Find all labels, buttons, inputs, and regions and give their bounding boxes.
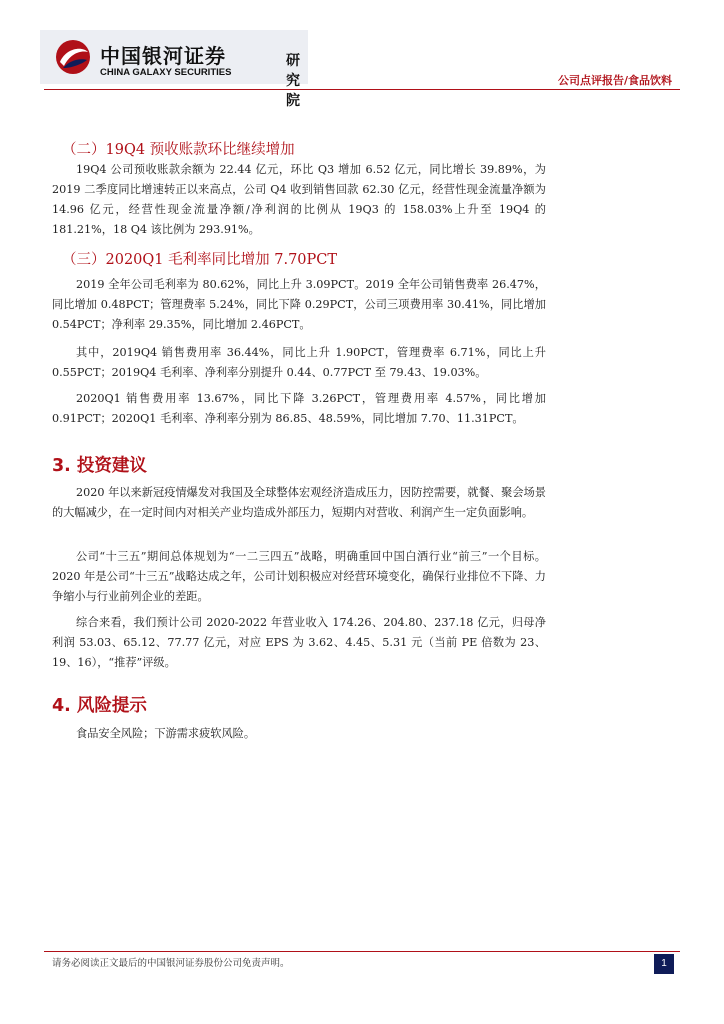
paragraph-2-3-3: 2020Q1 销售费用率 13.67%，同比下降 3.26PCT，管理费用率 4.57%，同比增加 0.91PCT；2020Q1 毛利率、净利率分别为 86.85、48.59%，同比增加 7.70、11.31PCT。 bbox=[52, 392, 546, 425]
report-category: 公司点评报告/食品饮料 bbox=[557, 74, 672, 87]
logo-english-name: CHINA GALAXY SECURITIES bbox=[100, 67, 232, 78]
section-heading-4: 4. 风险提示 bbox=[52, 696, 147, 716]
footer-disclaimer: 请务必阅读正文最后的中国银河证券股份公司免责声明。 bbox=[52, 958, 290, 969]
header-divider bbox=[44, 89, 680, 90]
section-heading-2-3: （三）2020Q1 毛利率同比增加 7.70PCT bbox=[62, 252, 338, 268]
footer-divider bbox=[44, 951, 680, 952]
paragraph-2-3-1: 2019 全年公司毛利率为 80.62%，同比上升 3.09PCT。2019 全年公司销售费率 26.47%，同比增加 0.48PCT；管理费率 5.24%，同比下降 0.29PCT，公司三项费用率 30.41%，同比增加 0.54PCT；净利率 29.35%，同比增加 2.46PCT。 bbox=[52, 278, 546, 331]
paragraph-2-2-1: 19Q4 公司预收账款余额为 22.44 亿元，环比 Q3 增加 6.52 亿元，同比增长 39.89%，为 2019 二季度同比增速转正以来高点，公司 Q4 收到销售回款 62.30 亿元，经营性现金流量净额为 14.96 亿元，经营性现金流量净额/净利润的比例从 19Q3 的 158.03%上升至 19Q4 的 181.21%，18 Q4 该比例为 293.91%。 bbox=[52, 163, 546, 236]
section-heading-3: 3. 投资建议 bbox=[52, 456, 147, 476]
section-heading-2-2: （二）19Q4 预收账款环比继续增加 bbox=[62, 142, 295, 158]
logo-company-name: 中国银河证券 bbox=[100, 44, 226, 68]
paragraph-2-3-2: 其中，2019Q4 销售费用率 36.44%，同比上升 1.90PCT，管理费率 6.71%，同比上升 0.55PCT；2019Q4 毛利率、净利率分别提升 0.44、0.77PCT 至 79.43、19.03%。 bbox=[52, 346, 546, 379]
paragraph-3-1: 2020 年以来新冠疫情爆发对我国及全球整体宏观经济造成压力，因防控需要，就餐、聚会场景的大幅减少，在一定时间内对相关产业均造成外部压力，短期内对营收、利润产生一定负面影响。 bbox=[52, 486, 546, 519]
page-number: 1 bbox=[654, 954, 674, 974]
logo-department: 研究院 bbox=[286, 53, 300, 109]
paragraph-4-1: 食品安全风险；下游需求疲软风险。 bbox=[76, 727, 256, 740]
paragraph-3-2: 公司“十三五”期间总体规划为“一二三四五”战略，明确重回中国白酒行业“前三”一个目标。2020 年是公司“十三五”战略达成之年，公司计划积极应对经营环境变化，确保行业排位不下降、力争缩小与行业前列企业的差距。 bbox=[52, 550, 546, 603]
galaxy-logo-icon bbox=[54, 38, 92, 76]
paragraph-3-3: 综合来看，我们预计公司 2020-2022 年营业收入 174.26、204.80、237.18 亿元，归母净利润 53.03、65.12、77.77 亿元，对应 EPS 为 3.62、4.45、5.31 元（当前 PE 倍数为 23、19、16），“推荐”评级。 bbox=[52, 616, 546, 669]
company-logo bbox=[40, 30, 308, 109]
